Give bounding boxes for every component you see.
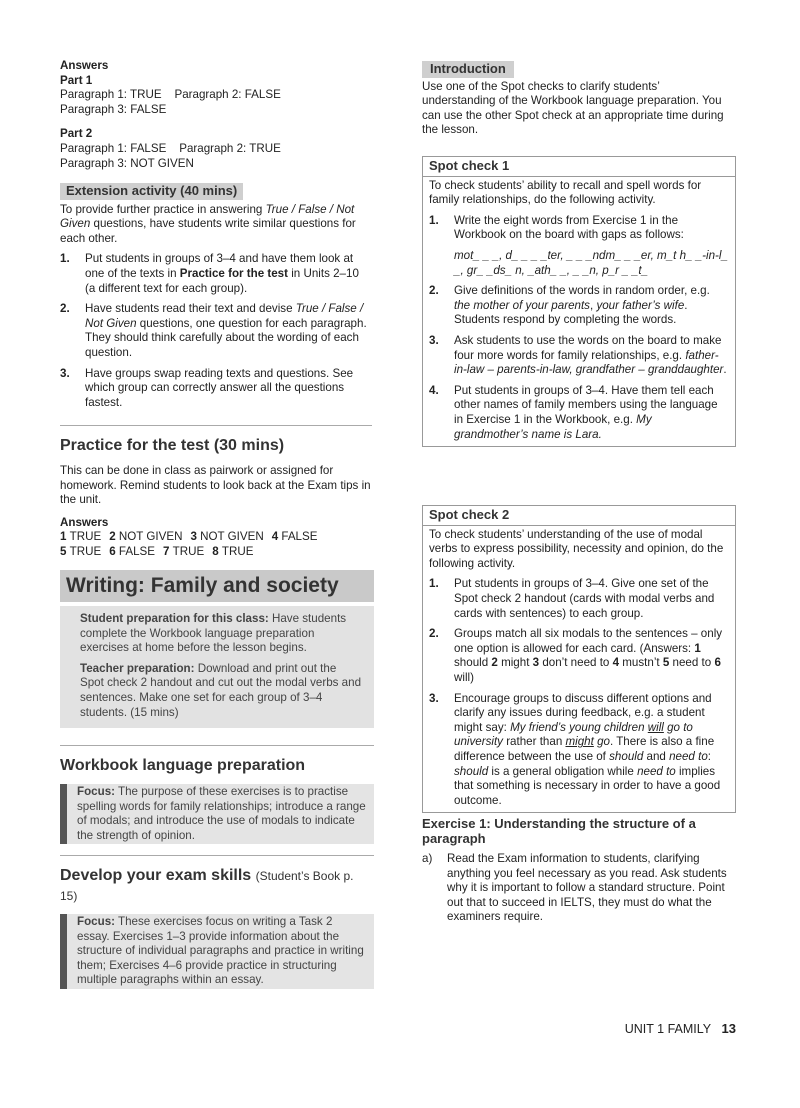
- list-number: 1.: [429, 213, 439, 227]
- text-run: and: [643, 749, 670, 763]
- text-run: questions, have students write similar questions for each other.: [60, 217, 356, 245]
- exercise-1-list: [422, 852, 736, 925]
- answer-item: [109, 530, 182, 543]
- writing-section: [60, 570, 374, 728]
- text-run: 5: [60, 544, 70, 558]
- text-run: NOT GIVEN: [118, 530, 183, 544]
- develop-ref: (Student’s Book p. 15): [60, 869, 354, 903]
- spot-check-1-heading: Spot check 1: [423, 157, 735, 177]
- text-run: Put students in groups of 3–4. Have them tell each other names of family members using the language in Exercise 1 in the Workbook, e.g.: [454, 383, 718, 426]
- list-number: 1.: [429, 577, 439, 591]
- list-number: 3.: [429, 691, 439, 705]
- text-run: FALSE: [118, 544, 155, 558]
- text-run: Focus:: [77, 785, 116, 798]
- text-run: Download and print out the Spot check 2 handout and cut out the modal verbs and sentences. Make one set for each group of 3–4 students. (15 mins): [80, 661, 362, 719]
- extension-heading: Extension activity (40 mins): [60, 183, 243, 200]
- practice-answers: [60, 530, 320, 559]
- part1-heading: Part 1: [60, 73, 93, 87]
- text-run: will: [647, 720, 664, 734]
- list-item: [429, 627, 729, 685]
- text-run: father-in-law – parents-in-law, grandfather – granddaughter: [454, 348, 724, 377]
- text-run: might: [497, 656, 533, 670]
- text-run: :: [707, 749, 712, 763]
- text-run: mustn’t: [619, 656, 663, 670]
- list-item: [60, 367, 372, 411]
- preparation-box: [60, 606, 374, 728]
- text-run: in Units 2–10 (a different text for each group).: [85, 266, 359, 295]
- text-run: True / False / Not Given: [85, 302, 364, 330]
- text-run: 6: [714, 656, 721, 670]
- practice-text: This can be done in class as pairwork or assigned for homework. Remind students to look back at the Exam tips in the unit.: [60, 464, 371, 507]
- list-item: [429, 334, 729, 378]
- list-text: [454, 627, 729, 685]
- text-run: need to: [669, 749, 708, 763]
- list-number: 2.: [60, 302, 70, 316]
- spot-check-1-intro: To check students’ ability to recall and spell words for family relationships, do the following activity.: [429, 178, 702, 207]
- develop-section: [60, 855, 374, 989]
- text-run: These exercises focus on writing a Task 2 essay. Exercises 1–3 provide information about the structure of individual paragraphs and practice in writing them; Exercises 4–6 provide practice in structuring multiple paragraphs within an essay.: [77, 915, 364, 987]
- text-run: . There is also a fine difference between the use of: [454, 735, 715, 763]
- text-run: 2: [491, 656, 498, 670]
- list-item: [60, 252, 372, 296]
- text-run: True / False / Not Given: [60, 202, 355, 231]
- spot-check-2-list: [429, 577, 729, 808]
- workbook-section: [60, 745, 374, 844]
- text-run: NOT GIVEN: [200, 530, 264, 544]
- list-text: [454, 384, 729, 442]
- workbook-heading: Workbook language preparation: [60, 745, 374, 776]
- list-item: [429, 284, 729, 328]
- text-run: TRUE: [221, 544, 254, 558]
- list-number: a): [422, 852, 433, 865]
- practice-heading: Practice for the test (30 mins): [60, 425, 372, 456]
- practice-answers-heading: Answers: [60, 515, 109, 529]
- list-item: [429, 692, 729, 809]
- text-run: will): [454, 670, 474, 684]
- answers-part1-2: [60, 59, 372, 171]
- list-text: [454, 334, 729, 378]
- text-run: should: [609, 749, 644, 763]
- text-run: Student preparation for this class:: [80, 612, 269, 625]
- text-run: TRUE: [172, 544, 205, 558]
- spot-check-2: [422, 505, 736, 813]
- page-number: 13: [721, 1021, 736, 1036]
- answer-item: [163, 545, 204, 558]
- list-number: 4.: [429, 383, 439, 397]
- list-text: [85, 367, 372, 411]
- spot-check-1-list: [429, 214, 729, 442]
- gapped-words: [454, 249, 729, 278]
- text-run: To provide further practice in answering: [60, 202, 266, 216]
- text-run: need to: [637, 764, 676, 778]
- answer-line: Paragraph 1: FALSE Paragraph 2: TRUE: [60, 141, 281, 155]
- text-run: 2: [109, 530, 119, 544]
- list-text: [85, 302, 372, 360]
- list-number: 3.: [60, 366, 70, 380]
- spot-check-1: [422, 156, 736, 447]
- text-run: 3: [532, 656, 540, 670]
- text-run: Ask students to use the words on the board to make four more words for family relationships, e.g.: [454, 333, 722, 362]
- text-run: . Students respond by completing the words.: [454, 298, 688, 327]
- list-text: [454, 284, 729, 328]
- answer-item: [109, 545, 155, 558]
- list-number: 3.: [429, 333, 439, 347]
- text-run: mot_ _ _, d_ _ _ _ter, _ _ _ndm_ _ _er, m_t h_ _-in-l_ _, gr_ _ds_ n, _ath_ _, _ _n, p_r _ _t_: [454, 248, 728, 277]
- text-run: 5: [662, 656, 670, 670]
- text-run: Have groups swap reading texts and questions. See which group can correctly answer all the questions fastest.: [85, 366, 354, 409]
- answer-item: [190, 530, 263, 543]
- introduction-heading: Introduction: [422, 61, 514, 78]
- answer-line: Paragraph 1: TRUE Paragraph 2: FALSE: [60, 88, 281, 102]
- list-item: [429, 384, 729, 442]
- develop-heading: [60, 855, 374, 906]
- extension-list: [60, 252, 372, 410]
- text-run: Practice for the test: [179, 266, 288, 280]
- text-run: 1: [60, 530, 70, 544]
- text-run: Focus:: [77, 915, 116, 928]
- develop-focus: [60, 914, 374, 989]
- text-run: Put students in groups of 3–4 and have them look at one of the texts in: [85, 252, 354, 280]
- text-run: should: [454, 764, 489, 778]
- part2-heading: Part 2: [60, 127, 93, 141]
- footer-unit: UNIT 1 FAMILY: [624, 1022, 712, 1036]
- text-run: 6: [109, 544, 119, 558]
- text-run: Teacher preparation:: [80, 661, 195, 675]
- text-run: 4: [271, 530, 282, 544]
- text-run: TRUE: [69, 544, 102, 558]
- answer-item: [272, 530, 318, 543]
- text-run: rather than: [502, 735, 566, 749]
- text-run: need to: [669, 656, 715, 670]
- text-run: 8: [212, 544, 222, 558]
- spot-check-2-intro: To check students’ understanding of the use of modal verbs to express possibility, necessity and opinion, do the following activity.: [429, 527, 724, 570]
- text-run: might: [565, 735, 594, 749]
- spot-check-2-heading: Spot check 2: [423, 506, 735, 526]
- list-text: [454, 577, 729, 621]
- extension-intro: [60, 203, 372, 247]
- text-run: questions, one question for each paragraph. They should think carefully about the wording of each question.: [85, 316, 367, 359]
- text-run: go to university: [454, 720, 693, 749]
- text-run: Have students read their text and devise: [85, 302, 296, 316]
- text-run: Read the Exam information to students, clarifying anything you feel necessary as you read. Ask students why it is important to follow a standard structure. Point out that to succeed in IELTS, they must do what the examiners require.: [447, 852, 727, 924]
- text-run: The purpose of these exercises is to practise spelling words for family relationships; introduce a range of modals; and introduce the use of modals to indicate the strength of opinion.: [77, 785, 366, 842]
- text-run: TRUE: [69, 530, 102, 544]
- teacher-preparation: [80, 662, 362, 720]
- page-footer: [625, 1022, 736, 1037]
- list-text: [454, 214, 729, 278]
- list-item: [422, 852, 736, 925]
- answer-item: [60, 530, 101, 543]
- text-run: Groups match all six modals to the sentences – only one option is allowed for each card. (Answers:: [454, 627, 723, 655]
- develop-title: Develop your exam skills: [60, 867, 252, 884]
- text-run: My grandmother’s name is Lara.: [454, 412, 652, 441]
- list-number: 2.: [429, 627, 439, 641]
- writing-heading: Writing: Family and society: [60, 570, 374, 602]
- text-run: 3: [190, 530, 201, 544]
- text-run: Give definitions of the words in random order, e.g.: [454, 284, 710, 298]
- text-run: is a general obligation while: [488, 764, 638, 778]
- list-text: [454, 692, 729, 809]
- list-number: 1.: [60, 252, 70, 266]
- list-text: [85, 252, 372, 296]
- workbook-focus: [60, 784, 374, 844]
- text-run: your father’s wife: [596, 298, 685, 312]
- text-run: Encourage groups to discuss different options and clarify any issues during feedback, e.g. a student might say:: [454, 691, 712, 734]
- text-run: 7: [163, 544, 173, 558]
- text-run: 1: [694, 641, 701, 655]
- text-run: go: [593, 735, 610, 749]
- text-run: Put students in groups of 3–4. Give one set of the Spot check 2 handout (cards with modal verbs and cards with sentences) to each group.: [454, 577, 715, 620]
- text-run: .: [723, 363, 727, 377]
- text-run: Write the eight words from Exercise 1 in the Workbook on the board with gaps as follows:: [454, 213, 684, 242]
- text-run: FALSE: [281, 530, 318, 544]
- text-run: don’t need to: [539, 656, 613, 670]
- answer-line: Paragraph 3: FALSE: [60, 102, 167, 116]
- exercise-1-heading: Exercise 1: Understanding the structure of a paragraph: [422, 816, 696, 846]
- answers-heading: Answers: [60, 59, 109, 72]
- text-run: the mother of your parents: [454, 298, 590, 312]
- text-run: should: [454, 656, 492, 670]
- answer-item: [212, 545, 253, 558]
- list-text: [447, 852, 736, 925]
- list-number: 2.: [429, 284, 439, 298]
- list-item: [429, 577, 729, 621]
- answer-item: [60, 545, 101, 558]
- text-run: My friend’s young children: [510, 720, 648, 734]
- extension-activity: [60, 183, 372, 410]
- text-run: 4: [612, 656, 620, 670]
- introduction-text: Use one of the Spot checks to clarify students’ understanding of the Workbook language preparation. You can use the other Spot check at an appropriate time during the lesson.: [422, 79, 724, 137]
- text-run: ,: [589, 298, 597, 312]
- list-item: [60, 302, 372, 360]
- introduction: [422, 61, 736, 138]
- student-preparation: [80, 612, 362, 656]
- answer-line: Paragraph 3: NOT GIVEN: [60, 156, 194, 170]
- exercise-1: [422, 816, 736, 925]
- text-run: Have students complete the Workbook language preparation exercises at home before the lesson begins.: [80, 612, 347, 655]
- list-item: [429, 214, 729, 278]
- text-run: implies that something is necessary in order to have a good outcome.: [454, 764, 721, 807]
- practice-section: [60, 425, 372, 560]
